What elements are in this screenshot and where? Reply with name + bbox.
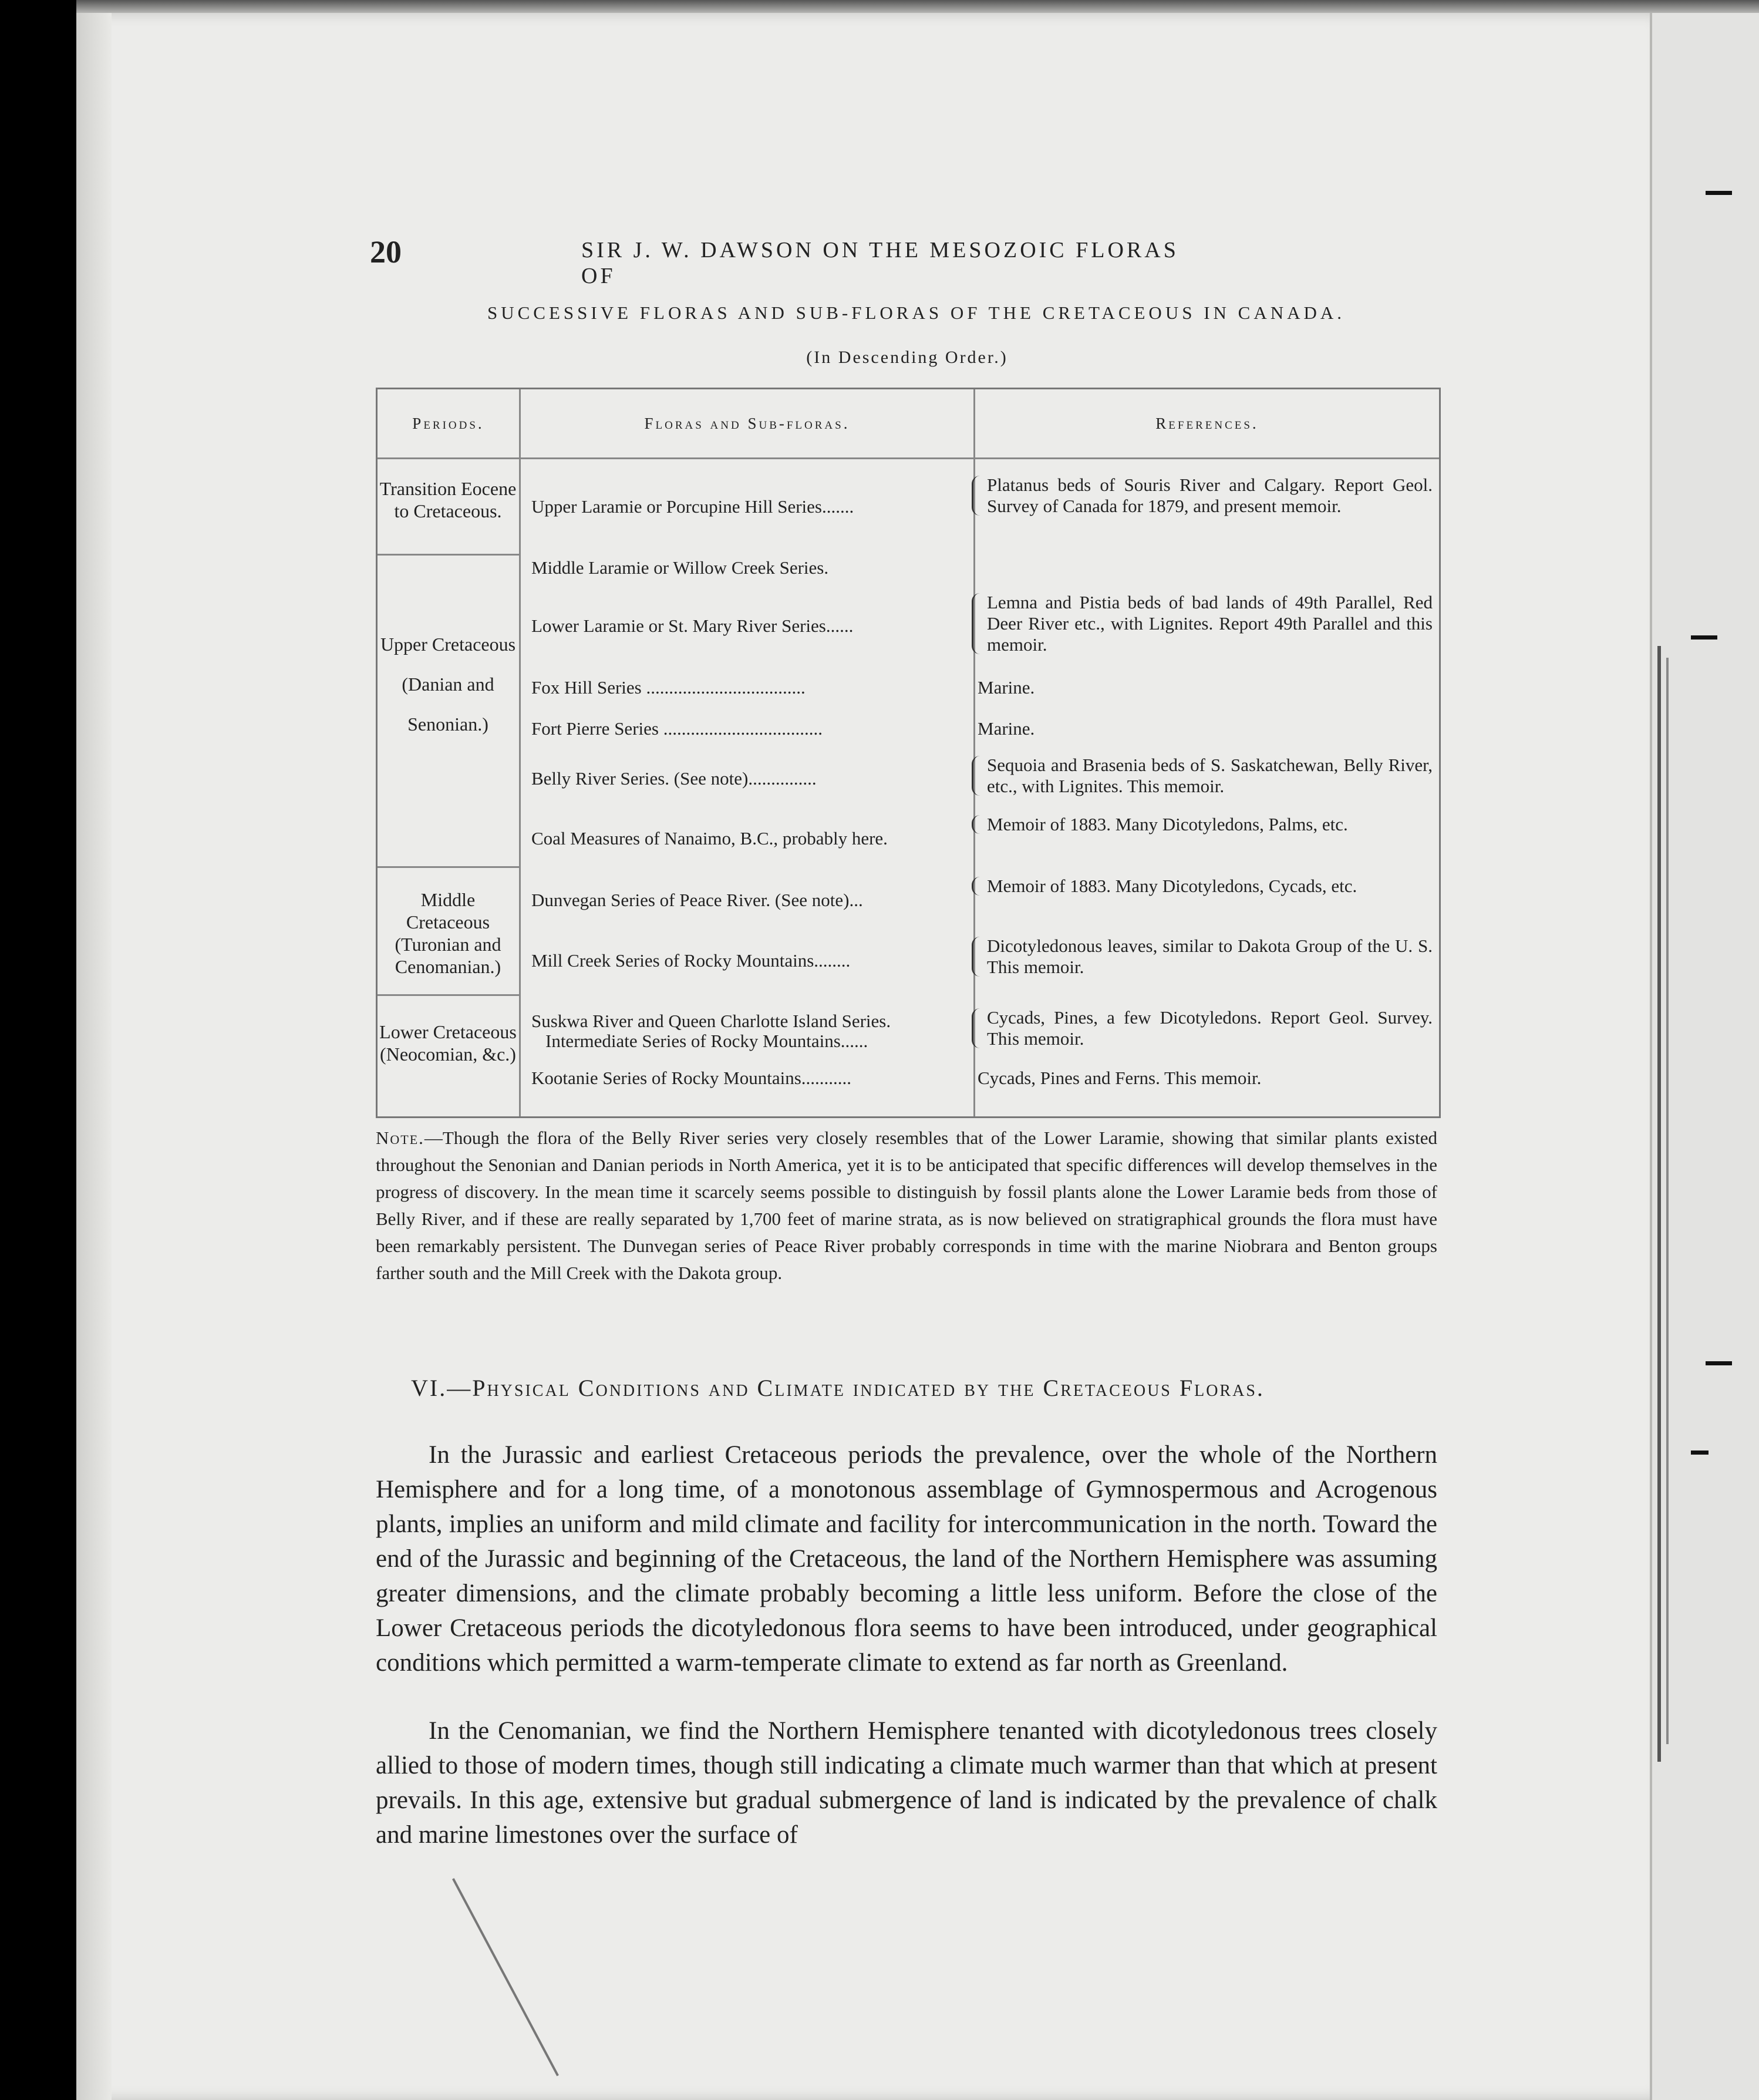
edge-mark [1706,191,1732,195]
brace-mark [972,815,982,834]
brace-mark [972,1008,982,1048]
flora-cell: Belly River Series. (See note)............... [531,768,817,789]
body-paragraph: In the Cenomanian, we find the Northern Hemisphere tenanted with dicotyledonous trees closely allied to those of modern times, though still indicating a climate much warmer than that which at present prevails. In this age, extensive but gradual submergence of land is indicated by the prevalence of chalk and marine limestones over the surface of [376,1717,1437,1849]
section-heading: VI.—Physical Conditions and Climate indicated by the Cretaceous Floras. [411,1375,1265,1401]
note-label: Note. [376,1128,424,1148]
reference-cell: Marine. [978,677,1035,698]
edge-mark [1691,1451,1709,1455]
flora-cell: Dunvegan Series of Peace River. (See note)... [531,890,863,910]
period-rule [378,866,519,868]
column-header-periods: Periods. [412,414,484,432]
period-cell: Lower Cretaceous (Neocomian, &c.) [379,1021,517,1065]
brace-mark [972,937,982,977]
reference-cell: Lemna and Pistia beds of bad lands of 49th Parallel, Red Deer River etc., with Lignites. Report 49th Parallel and this memoir. [972,592,1433,655]
flora-cell: Upper Laramie or Porcupine Hill Series....... [531,496,854,517]
column-header-references: References. [1155,414,1259,432]
flora-cell: Mill Creek Series of Rocky Mountains........ [531,950,851,971]
flora-cell: Kootanie Series of Rocky Mountains........... [531,1068,852,1088]
flora-cell: Intermediate Series of Rocky Mountains...... [545,1031,868,1051]
page-left-edge [76,13,112,2100]
period-rule [378,994,519,996]
page-header [370,234,1221,288]
reference-cell: Dicotyledonous leaves, similar to Dakota Group of the U. S. This memoir. [972,935,1433,978]
page-number: 20 [370,234,402,270]
header-rule [378,457,1439,459]
flora-cell: Coal Measures of Nanaimo, B.C., probably here. [531,828,888,849]
reference-cell: Platanus beds of Souris River and Calgary. Report Geol. Survey of Canada for 1879, and present memoir. [972,474,1433,517]
period-rule [378,554,519,556]
brace-mark [972,476,982,516]
reference-cell: Marine. [978,718,1035,739]
brace-mark [972,877,982,896]
period-cell: Middle Cretaceous (Turonian and Cenomanian.) [395,889,501,977]
flora-cell: Fox Hill Series ................................... [531,677,806,698]
body-paragraph: In the Jurassic and earliest Cretaceous periods the prevalence, over the whole of the Northern Hemisphere and for a long time, of a monotonous assemblage of Gymnospermous and Acrogenous plants, implies an uniform and mild climate and facility for intercommunication in the north. Toward the end of the Jurassic and beginning of the Cretaceous, the land of the Northern Hemisphere was assuming greater dimensions, and the climate probably becoming a little less uniform. Before the close of the Lower Cretaceous periods the dicotyledonous flora seems to have been introduced, under geographical conditions which permitted a warm-temperate climate to extend as far north as Greenland. [376,1441,1437,1677]
period-cell: Upper Cretaceous (Danian and Senonian.) [380,634,516,735]
flora-cell: Middle Laramie or Willow Creek Series. [531,557,829,578]
running-head: SIR J. W. DAWSON ON THE MESOZOIC FLORAS OF [581,238,1179,288]
table-title: SUCCESSIVE FLORAS AND SUB-FLORAS OF THE CRETACEOUS IN CANADA. [487,302,1346,323]
edge-mark [1706,1361,1732,1365]
flora-cell: Fort Pierre Series ................................... [531,718,823,739]
page-fold-line [1657,646,1661,1762]
reference-cell: Cycads, Pines, a few Dicotyledons. Report Geol. Survey. This memoir. [972,1007,1433,1049]
column-divider [519,389,521,1116]
flora-cell: Suskwa River and Queen Charlotte Island Series. [531,1011,891,1031]
table-subtitle: (In Descending Order.) [806,348,1008,367]
table-note [376,1125,1437,1287]
period-cell: Transition Eocene to Cretaceous. [379,478,517,521]
page-fold-line [1666,658,1669,1744]
reference-cell: Sequoia and Brasenia beds of S. Saskatchewan, Belly River, etc., with Lignites. This memoir. [972,755,1433,797]
column-header-floras: Floras and Sub-floras. [644,414,850,432]
brace-mark [972,593,982,654]
flora-table [376,388,1441,1118]
edge-mark [1691,635,1717,640]
flora-cell: Lower Laramie or St. Mary River Series...... [531,615,854,636]
reference-cell: Memoir of 1883. Many Dicotyledons, Palms, etc. [972,814,1433,835]
reference-cell: Cycads, Pines and Ferns. This memoir. [978,1068,1262,1088]
reference-cell: Memoir of 1883. Many Dicotyledons, Cycads, etc. [972,876,1433,897]
brace-mark [972,756,982,796]
note-text: —Though the flora of the Belly River series very closely resembles that of the Lower Laramie, showing that similar plants existed throughout the Senonian and Danian periods in North America, yet it is to be anticipated that specific differences will develop themselves in the progress of discovery. In the mean time it scarcely seems possible to distinguish by fossil plants alone the Lower Laramie beds from those of Belly River, and if these are really separated by 1,700 feet of marine strata, as is now believed on stratigraphical grounds the flora must have been remarkably persistent. The Dunvegan series of Peace River probably corresponds in time with the marine Niobrara and Benton groups farther south and the Mill Creek with the Dakota group. [376,1128,1437,1283]
